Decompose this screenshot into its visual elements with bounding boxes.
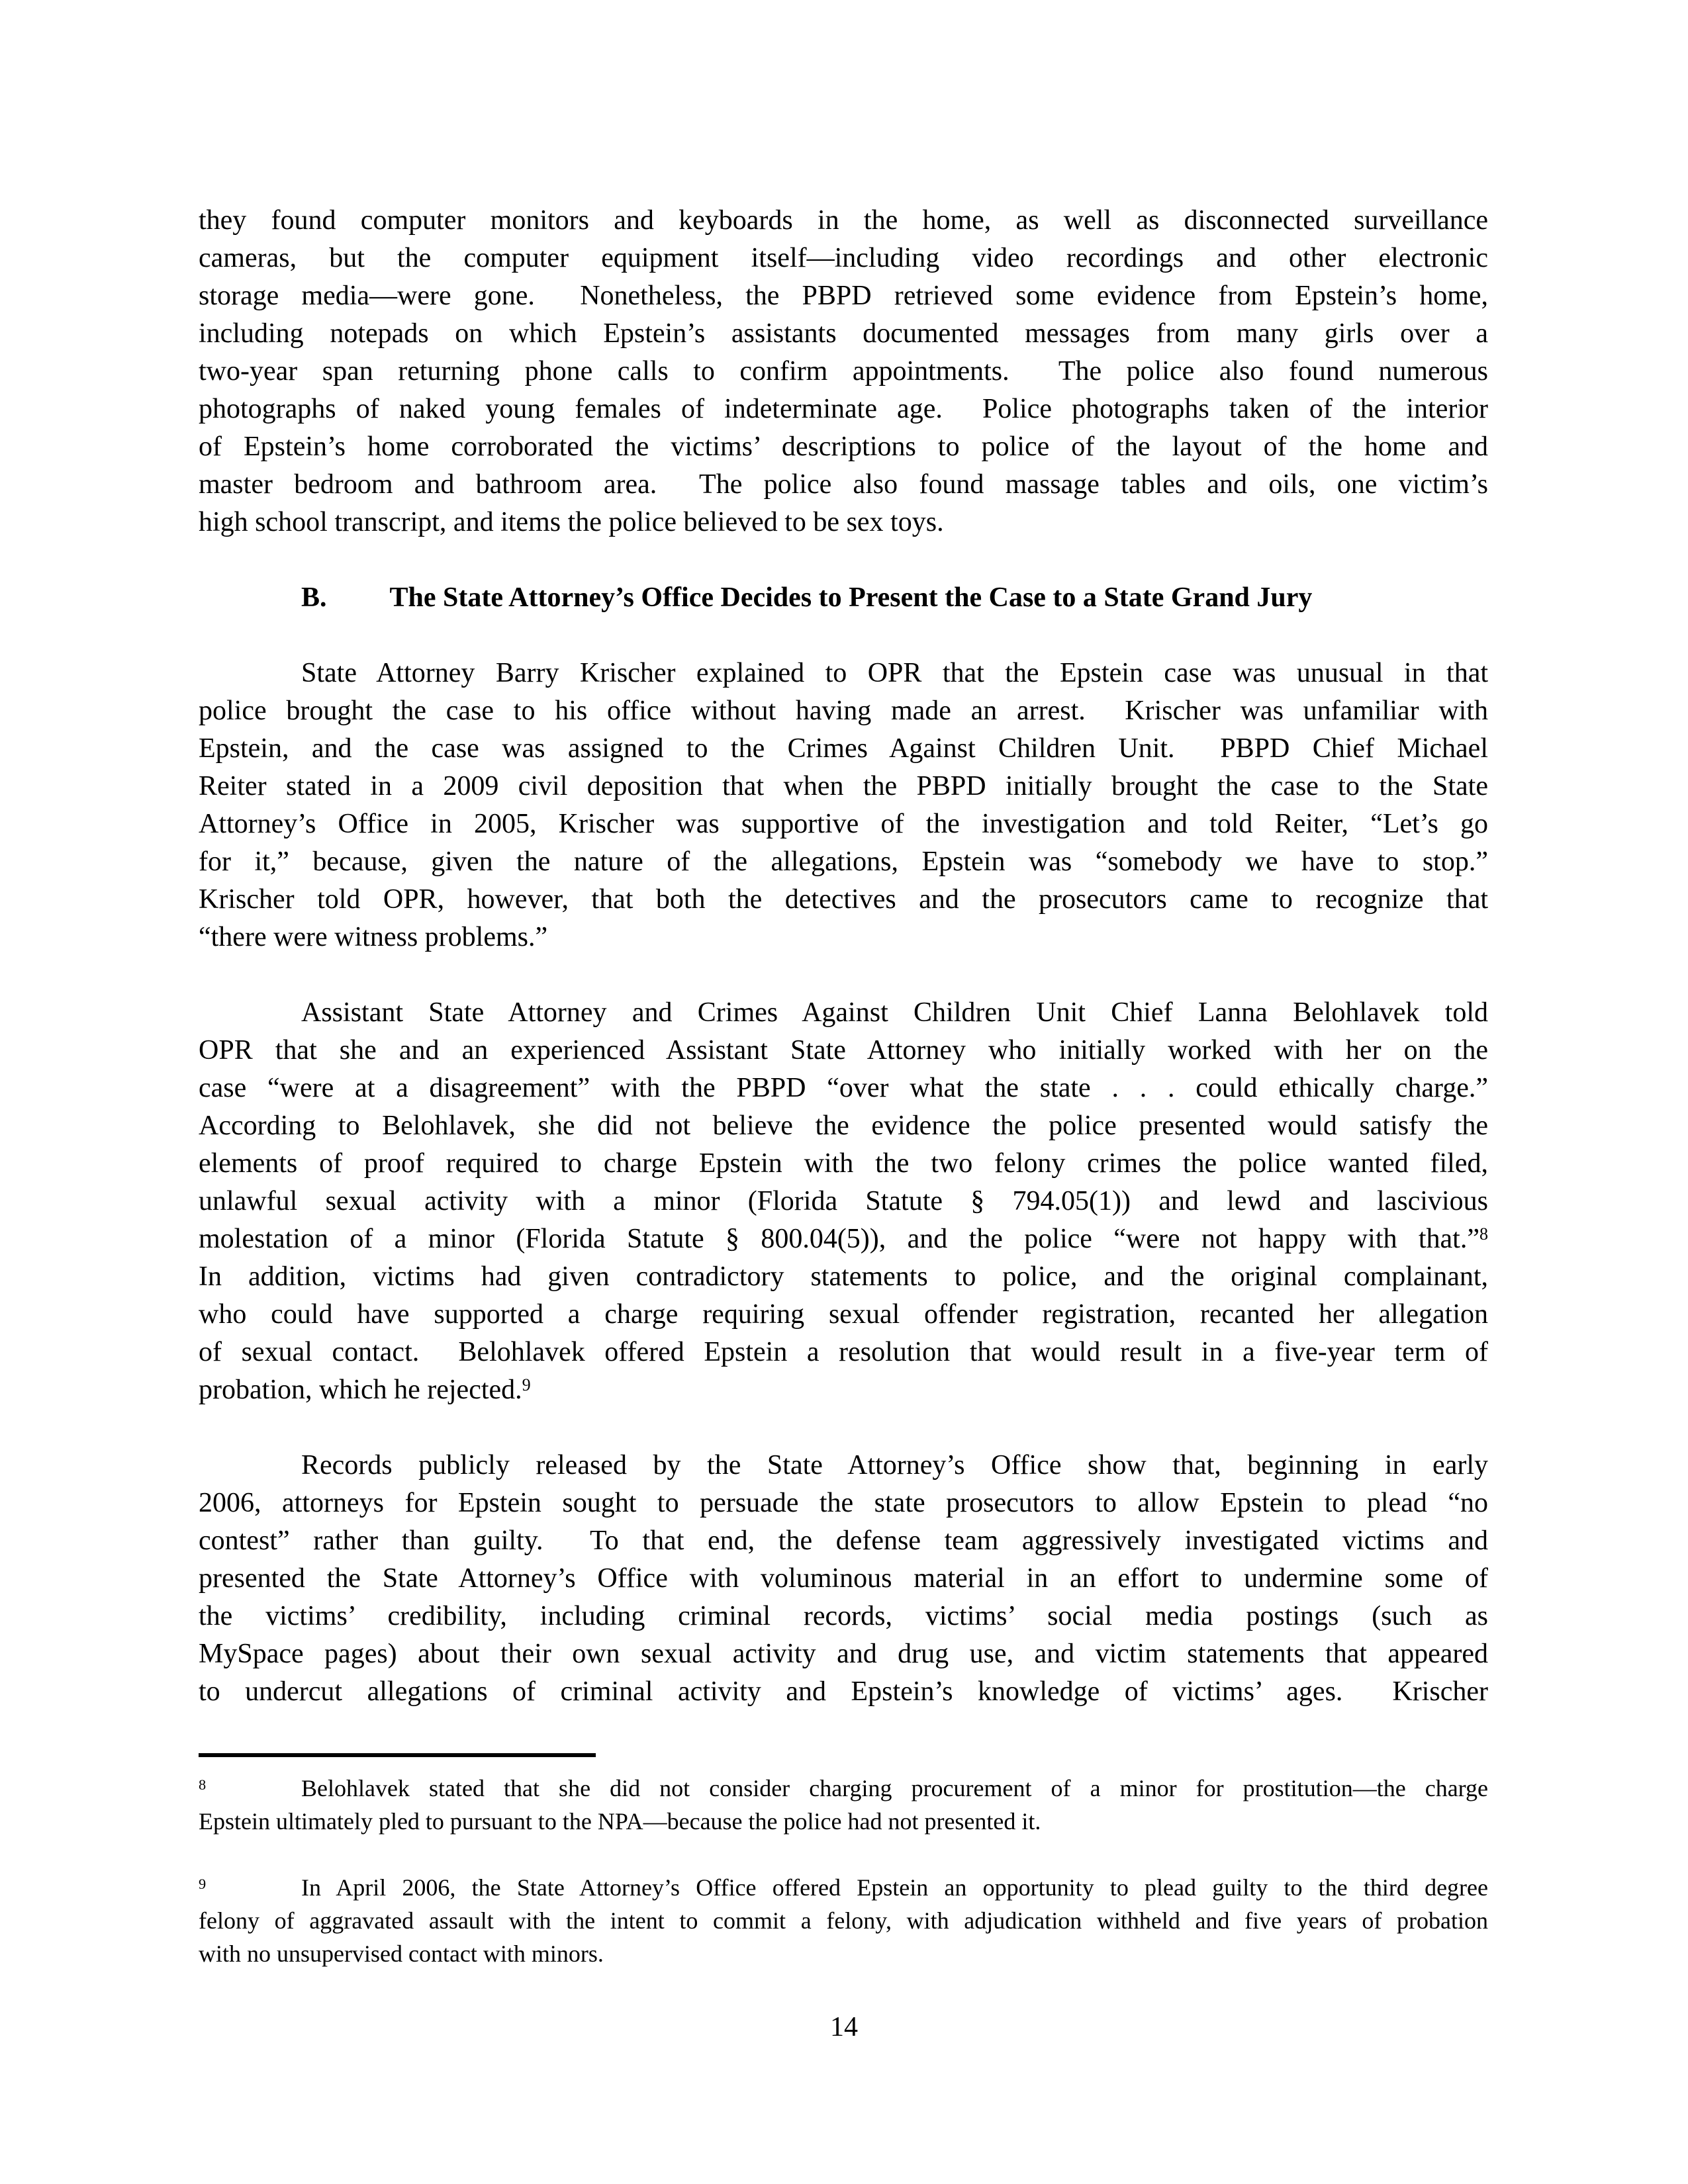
text-line: Reiter stated in a 2009 civil deposition that when the PBPD initially brought the case to the State	[199, 771, 1488, 801]
text-line: In addition, victims had given contradictory statements to police, and the original complainant,	[199, 1261, 1488, 1292]
page-number: 14	[830, 2012, 858, 2042]
text-line: Krischer told OPR, however, that both the detectives and the prosecutors came to recognize that	[199, 884, 1488, 915]
text-line: who could have supported a charge requiring sexual offender registration, recanted her allegation	[199, 1299, 1488, 1330]
text-line: storage media—were gone. Nonetheless, the PBPD retrieved some evidence from Epstein’s home,	[199, 281, 1488, 311]
text-line: two-year span returning phone calls to confirm appointments. The police also found numerous	[199, 356, 1488, 387]
text-line: 2006, attorneys for Epstein sought to persuade the state prosecutors to allow Epstein to plead “no	[199, 1488, 1488, 1518]
text-line: According to Belohlavek, she did not believe the evidence the police presented would satisfy the	[199, 1111, 1488, 1141]
section-heading-title: The State Attorney’s Office Decides to Present the Case to a State Grand Jury	[389, 582, 1313, 613]
paragraph-records	[199, 1447, 1488, 1711]
text-line: OPR that she and an experienced Assistant State Attorney who initially worked with her on the	[199, 1035, 1488, 1066]
text-line: “there were witness problems.”	[199, 922, 548, 952]
text-line: State Attorney Barry Krischer explained to OPR that the Epstein case was unusual in that	[301, 658, 1488, 688]
text-line: unlawful sexual activity with a minor (Florida Statute § 794.05(1)) and lewd and lascivious	[199, 1186, 1488, 1216]
text-line: police brought the case to his office without having made an arrest. Krischer was unfamiliar with	[199, 696, 1488, 726]
paragraph-belohlavek	[199, 994, 1488, 1409]
document-body	[199, 202, 1488, 2003]
footnote-line: Epstein ultimately pled to pursuant to the NPA—because the police had not presented it.	[199, 1808, 1041, 1835]
text-line: to undercut allegations of criminal activity and Epstein’s knowledge of victims’ ages. Krischer	[199, 1676, 1488, 1707]
footnote-separator-rule	[199, 1753, 596, 1757]
footnote-line: felony of aggravated assault with the intent to commit a felony, with adjudication withheld and five years of probation	[199, 1907, 1488, 1934]
text-line: Attorney’s Office in 2005, Krischer was supportive of the investigation and told Reiter, “Let’s go	[199, 809, 1488, 839]
text-line: molestation of a minor (Florida Statute § 800.04(5)), and the police “were not happy with that.”$^8$	[199, 1224, 1488, 1254]
section-heading-label: B.	[301, 582, 327, 613]
text-line: of sexual contact. Belohlavek offered Epstein a resolution that would result in a five-year term of	[199, 1337, 1488, 1367]
footnote-9	[199, 1871, 1488, 1970]
text-line: cameras, but the computer equipment itself—including video recordings and other electronic	[199, 243, 1488, 273]
text-line: Assistant State Attorney and Crimes Against Children Unit Chief Lanna Belohlavek told	[301, 997, 1488, 1028]
footnote-line: with no unsupervised contact with minors.	[199, 1940, 604, 1967]
text-line: presented the State Attorney’s Office with voluminous material in an effort to undermine some of	[199, 1563, 1488, 1594]
text-line: master bedroom and bathroom area. The police also found massage tables and oils, one victim’s	[199, 469, 1488, 500]
paragraph-krischer	[199, 655, 1488, 956]
text-line: case “were at a disagreement” with the PBPD “over what the state . . . could ethically charge.”	[199, 1073, 1488, 1103]
footnote-8	[199, 1772, 1488, 1838]
text-line: of Epstein’s home corroborated the victims’ descriptions to police of the layout of the home and	[199, 432, 1488, 462]
text-line: the victims’ credibility, including criminal records, victims’ social media postings (such as	[199, 1601, 1488, 1631]
text-line: Records publicly released by the State Attorney’s Office show that, beginning in early	[301, 1450, 1488, 1480]
text-line: MySpace pages) about their own sexual activity and drug use, and victim statements that appeared	[199, 1639, 1488, 1669]
text-line: contest” rather than guilty. To that end, the defense team aggressively investigated victims and	[199, 1525, 1488, 1556]
footnote-marker: 8	[199, 1776, 207, 1793]
text-line: they found computer monitors and keyboards in the home, as well as disconnected surveillance	[199, 205, 1488, 236]
footnote-line: $^9$ In April 2006, the State Attorney’s Office offered Epstein an opportunity to plead guilty to the third degree	[199, 1871, 1488, 1904]
text-line: for it,” because, given the nature of the allegations, Epstein was “somebody we have to stop.”	[199, 846, 1488, 877]
footnote-line: $^8$ Belohlavek stated that she did not consider charging procurement of a minor for prostitution—the charge	[199, 1772, 1488, 1805]
text-line: probation, which he rejected.$^9$	[199, 1375, 531, 1405]
text-line: Epstein, and the case was assigned to the Crimes Against Children Unit. PBPD Chief Michael	[199, 733, 1488, 764]
text-line: photographs of naked young females of indeterminate age. Police photographs taken of the interior	[199, 394, 1488, 424]
paragraph-continuation	[199, 202, 1488, 541]
text-line: high school transcript, and items the police believed to be sex toys.	[199, 507, 944, 537]
footnote-marker: 9	[199, 1875, 207, 1892]
text-line: elements of proof required to charge Epstein with the two felony crimes the police wanted filed,	[199, 1148, 1488, 1179]
text-line: including notepads on which Epstein’s assistants documented messages from many girls over a	[199, 318, 1488, 349]
section-heading-b	[199, 579, 1488, 617]
